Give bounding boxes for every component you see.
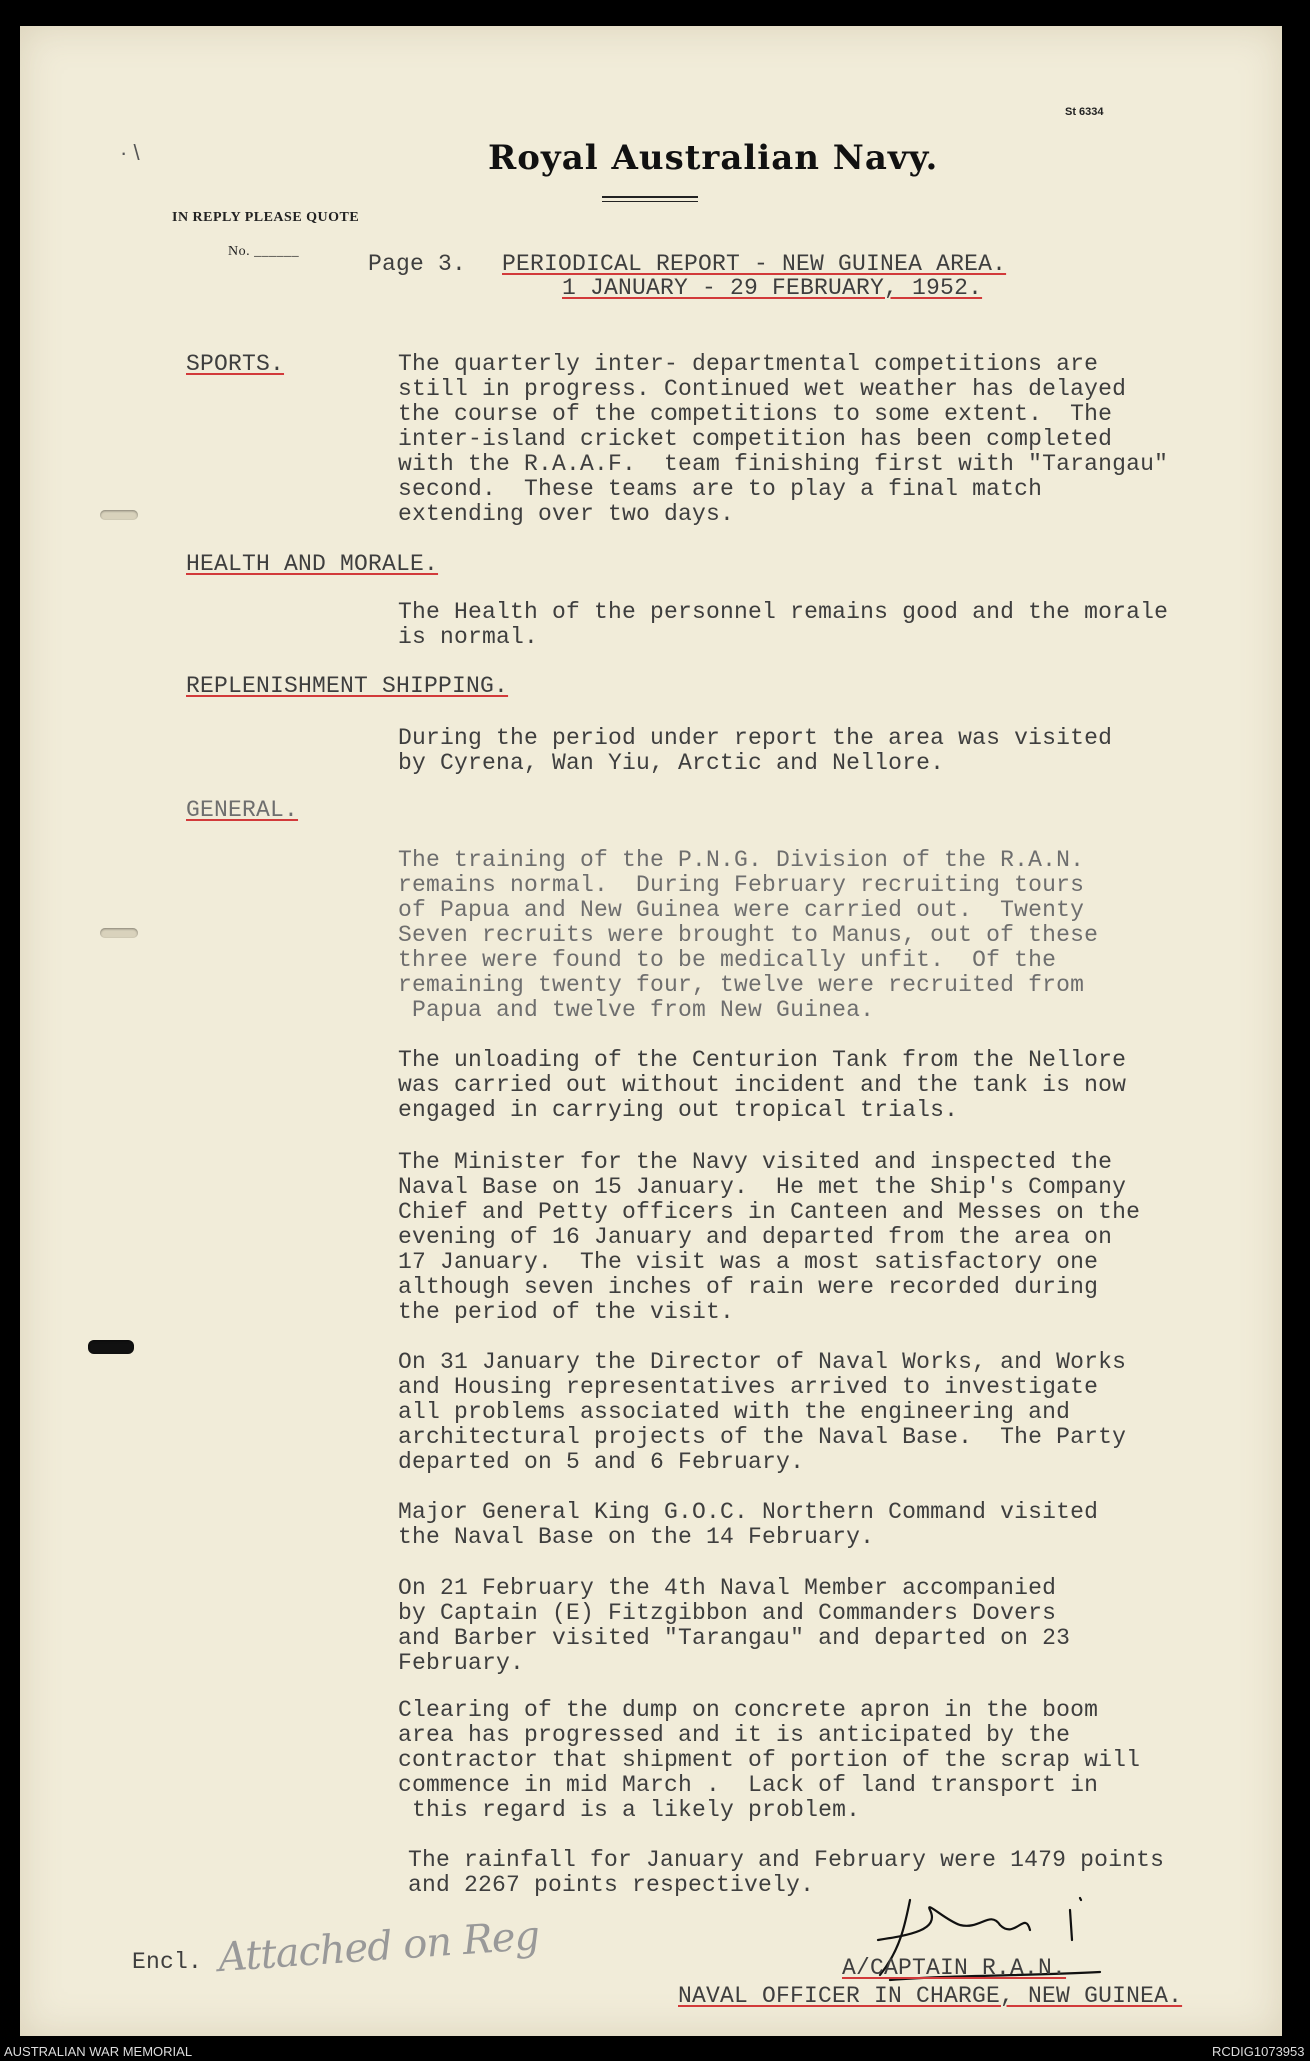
text-line: and Housing representatives arrived to investigate: [398, 1374, 1099, 1400]
document-stamp-number: St 6334: [1065, 106, 1104, 118]
sports-paragraph: [398, 352, 1168, 527]
text-line: contractor that shipment of portion of the scrap will: [398, 1747, 1141, 1773]
text-line: The Health of the personnel remains good and the morale: [398, 599, 1169, 625]
text-line: this regard is a likely problem.: [398, 1797, 861, 1823]
punch-hole: [100, 510, 138, 520]
text-line: The rainfall for January and February were 1479 points: [408, 1847, 1165, 1873]
signatory-rank: A/CAPTAIN R.A.N.: [842, 1955, 1067, 1981]
general-paragraph-dump-clearing: [398, 1698, 1140, 1823]
text-line: commence in mid March . Lack of land transport in: [398, 1772, 1099, 1798]
text-line: with the R.A.A.F. team finishing first with "Tarangau": [398, 451, 1169, 477]
text-line: was carried out without incident and the tank is now: [398, 1072, 1127, 1098]
text-line: three were found to be medically unfit. Of the: [398, 947, 1057, 973]
general-paragraph-works: [398, 1350, 1126, 1475]
reply-quote-label: IN REPLY PLEASE QUOTE: [172, 210, 360, 225]
text-line: inter-island cricket competition has been completed: [398, 426, 1113, 452]
text-line: Major General King G.O.C. Northern Command visited: [398, 1499, 1099, 1525]
report-title-line2: 1 JANUARY - 29 FEBRUARY, 1952.: [562, 275, 983, 301]
reference-number-label: No. ______: [228, 244, 300, 259]
text-line: and 2267 points respectively.: [408, 1872, 815, 1898]
text-line: remains normal. During February recruiting tours: [398, 872, 1085, 898]
letterhead-rule: [602, 196, 698, 202]
general-paragraph-major-general: [398, 1500, 1098, 1550]
text-line: The Minister for the Navy visited and inspected the: [398, 1149, 1113, 1175]
text-line: Seven recruits were brought to Manus, out of these: [398, 922, 1099, 948]
encl-handwritten-note: Attached on Reg: [216, 1912, 541, 1982]
punch-hole: [88, 1340, 134, 1354]
text-line: the period of the visit.: [398, 1299, 735, 1325]
text-line: is normal.: [398, 624, 539, 650]
text-line: of Papua and New Guinea were carried out. Twenty: [398, 897, 1085, 923]
text-line: The training of the P.N.G. Division of the R.A.N.: [398, 847, 1085, 873]
text-line: engaged in carrying out tropical trials.: [398, 1097, 959, 1123]
text-line: 17 January. The visit was a most satisfactory one: [398, 1249, 1099, 1275]
text-line: all problems associated with the engineering and: [398, 1399, 1071, 1425]
text-line: the Naval Base on the 14 February.: [398, 1524, 875, 1550]
text-line: Chief and Petty officers in Canteen and Messes on the: [398, 1199, 1141, 1225]
margin-mark: · \: [120, 140, 140, 165]
text-line: departed on 5 and 6 February.: [398, 1449, 805, 1475]
text-line: architectural projects of the Naval Base. The Party: [398, 1424, 1127, 1450]
health-paragraph: [398, 600, 1168, 650]
archive-footer-right: RCDIG1073953: [1212, 2044, 1305, 2059]
general-paragraph-tank: [398, 1048, 1126, 1123]
text-line: Naval Base on 15 January. He met the Ship's Company: [398, 1174, 1127, 1200]
page-number: Page 3.: [368, 251, 467, 277]
archive-footer-left: AUSTRALIAN WAR MEMORIAL: [4, 2044, 193, 2059]
text-line: by Cyrena, Wan Yiu, Arctic and Nellore.: [398, 750, 945, 776]
text-line: Clearing of the dump on concrete apron in the boom: [398, 1697, 1099, 1723]
text-line: The quarterly inter- departmental competitions are: [398, 351, 1099, 377]
text-line: February.: [398, 1650, 525, 1676]
signatory-office: NAVAL OFFICER IN CHARGE, NEW GUINEA.: [678, 1983, 1183, 2009]
section-heading-health: HEALTH AND MORALE.: [186, 551, 439, 577]
text-line: the course of the competitions to some extent. The: [398, 401, 1113, 427]
text-line: although seven inches of rain were recorded during: [398, 1274, 1099, 1300]
text-line: remaining twenty four, twelve were recruited from: [398, 972, 1085, 998]
shipping-paragraph: [398, 726, 1112, 776]
section-heading-general: GENERAL.: [186, 797, 299, 823]
letterhead-title: Royal Australian Navy.: [488, 138, 939, 178]
punch-hole: [100, 928, 138, 938]
section-heading-sports: SPORTS.: [186, 351, 285, 377]
text-line: still in progress. Continued wet weather has delayed: [398, 376, 1127, 402]
text-line: by Captain (E) Fitzgibbon and Commanders Dovers: [398, 1600, 1057, 1626]
text-line: evening of 16 January and departed from the area on: [398, 1224, 1113, 1250]
text-line: and Barber visited "Tarangau" and departed on 23: [398, 1625, 1071, 1651]
text-line: area has progressed and it is anticipated by the: [398, 1722, 1071, 1748]
general-paragraph-training: [398, 848, 1098, 1023]
text-line: second. These teams are to play a final match: [398, 476, 1043, 502]
general-paragraph-naval-member: [398, 1576, 1070, 1676]
text-line: Papua and twelve from New Guinea.: [398, 997, 875, 1023]
encl-label: Encl.: [132, 1949, 203, 1975]
text-line: On 21 February the 4th Naval Member accompanied: [398, 1575, 1057, 1601]
section-heading-shipping: REPLENISHMENT SHIPPING.: [186, 673, 509, 699]
report-title-line1: PERIODICAL REPORT - NEW GUINEA AREA.: [502, 251, 1007, 277]
text-line: extending over two days.: [398, 501, 735, 527]
general-paragraph-minister: [398, 1150, 1140, 1325]
text-line: On 31 January the Director of Naval Works, and Works: [398, 1349, 1127, 1375]
text-line: The unloading of the Centurion Tank from the Nellore: [398, 1047, 1127, 1073]
text-line: During the period under report the area was visited: [398, 725, 1113, 751]
